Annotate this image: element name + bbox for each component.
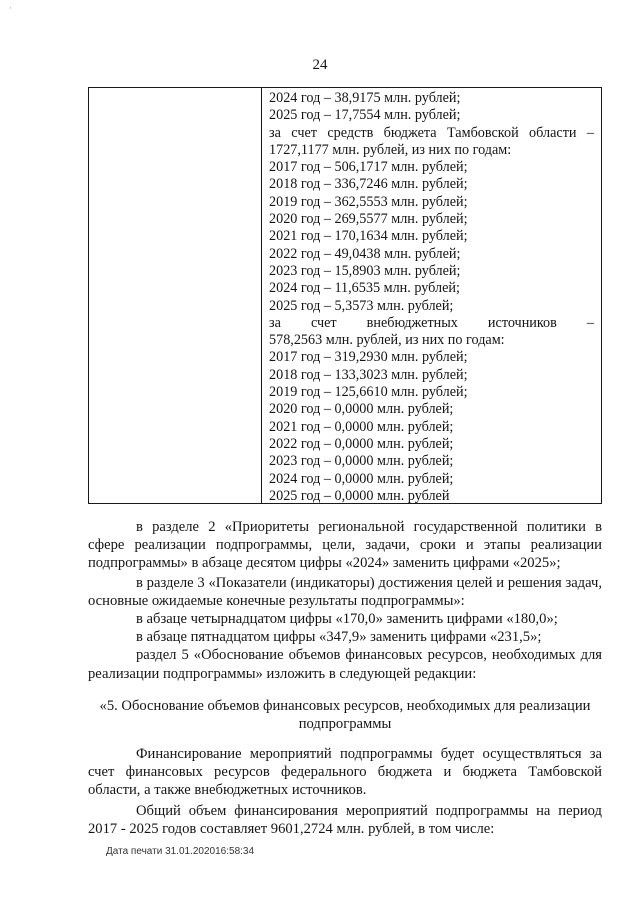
table-line: 2017 год – 506,1717 млн. рублей; — [269, 159, 468, 176]
table-line: за счет средств бюджета Тамбовской области – — [269, 124, 594, 141]
table-line: 2019 год – 125,6610 млн. рублей; — [269, 384, 468, 401]
paragraph-section2: в разделе 2 «Приоритеты региональной государственной политики в сфере реализации подпрограммы, цели, задачи, сроки и этапы реализации подпрограммы» в абзаце десятом цифры «2024» заменить цифрами «2025»; — [88, 519, 602, 572]
table-line: 2020 год – 269,5577 млн. рублей; — [269, 211, 468, 228]
table-line: за счет внебюджетных источников – — [269, 314, 594, 331]
paragraph-abzac14: в абзаце четырнадцатом цифры «170,0» заменить цифрами «180,0»; — [136, 611, 558, 628]
amendments-text — [88, 518, 602, 683]
table-line: 2024 год – 38,9175 млн. рублей; — [269, 90, 461, 106]
table-line: 2022 год – 49,0438 млн. рублей; — [269, 245, 461, 262]
table-line: 2018 год – 336,7246 млн. рублей; — [269, 176, 468, 193]
table-line: 2024 год – 0,0000 млн. рублей; — [269, 470, 454, 487]
table-line: 2025 год – 5,3573 млн. рублей; — [269, 297, 454, 314]
section-5-heading: «5. Обоснование объемов финансовых ресурсов, необходимых для реализации подпрограммы — [99, 698, 591, 733]
paragraph-abzac15: в абзаце пятнадцатом цифры «347,9» заменить цифрами «231,5»; — [136, 629, 542, 646]
table-line: 578,2563 млн. рублей, из них по годам: — [269, 332, 505, 349]
corner-mark: · — [9, 3, 12, 13]
table-right-cell — [269, 90, 594, 505]
print-date-footer: Дата печати 31.01.202016:58:34 — [106, 846, 255, 857]
section-5-text — [88, 745, 602, 840]
table-line: 2017 год – 319,2930 млн. рублей; — [269, 349, 468, 366]
table-left-cell — [89, 88, 262, 503]
table-line: 2023 год – 15,8903 млн. рублей; — [269, 262, 461, 279]
paragraph-section5: раздел 5 «Обоснование объемов финансовых ресурсов, необходимых для реализации подпрограммы» изложить в следующей редакции: — [88, 647, 602, 682]
paragraph-total-volume: Общий объем финансирования мероприятий подпрограммы на период 2017 - 2025 годов составляет 9601,2724 млн. рублей, в том числе: — [88, 802, 602, 837]
table-line: 2022 год – 0,0000 млн. рублей; — [269, 435, 454, 452]
funding-table — [88, 87, 602, 504]
table-line: 2023 год – 0,0000 млн. рублей; — [269, 453, 454, 470]
table-line: 1727,1177 млн. рублей, из них по годам: — [269, 141, 512, 158]
table-line: 2018 год – 133,3023 млн. рублей; — [269, 366, 468, 383]
table-line: 2021 год – 0,0000 млн. рублей; — [269, 418, 454, 435]
table-line: 2020 год – 0,0000 млн. рублей; — [269, 401, 454, 418]
page-number: 24 — [312, 57, 328, 73]
paragraph-section3: в разделе 3 «Показатели (индикаторы) достижения целей и решения задач, основные ожидаемые конечные результаты подпрограммы»: — [88, 574, 602, 609]
table-line: 2024 год – 11,6535 млн. рублей; — [269, 280, 460, 297]
table-line: 2019 год – 362,5553 млн. рублей; — [269, 193, 468, 210]
table-line: 2025 год – 0,0000 млн. рублей — [269, 487, 450, 504]
table-line: 2021 год – 170,1634 млн. рублей; — [269, 228, 468, 245]
table-line: 2025 год – 17,7554 млн. рублей; — [269, 107, 461, 124]
paragraph-financing: Финансирование мероприятий подпрограммы будет осуществляться за счет финансовых ресурсов федерального бюджета и бюджета Тамбовской области, а также внебюджетных источников. — [88, 746, 602, 799]
